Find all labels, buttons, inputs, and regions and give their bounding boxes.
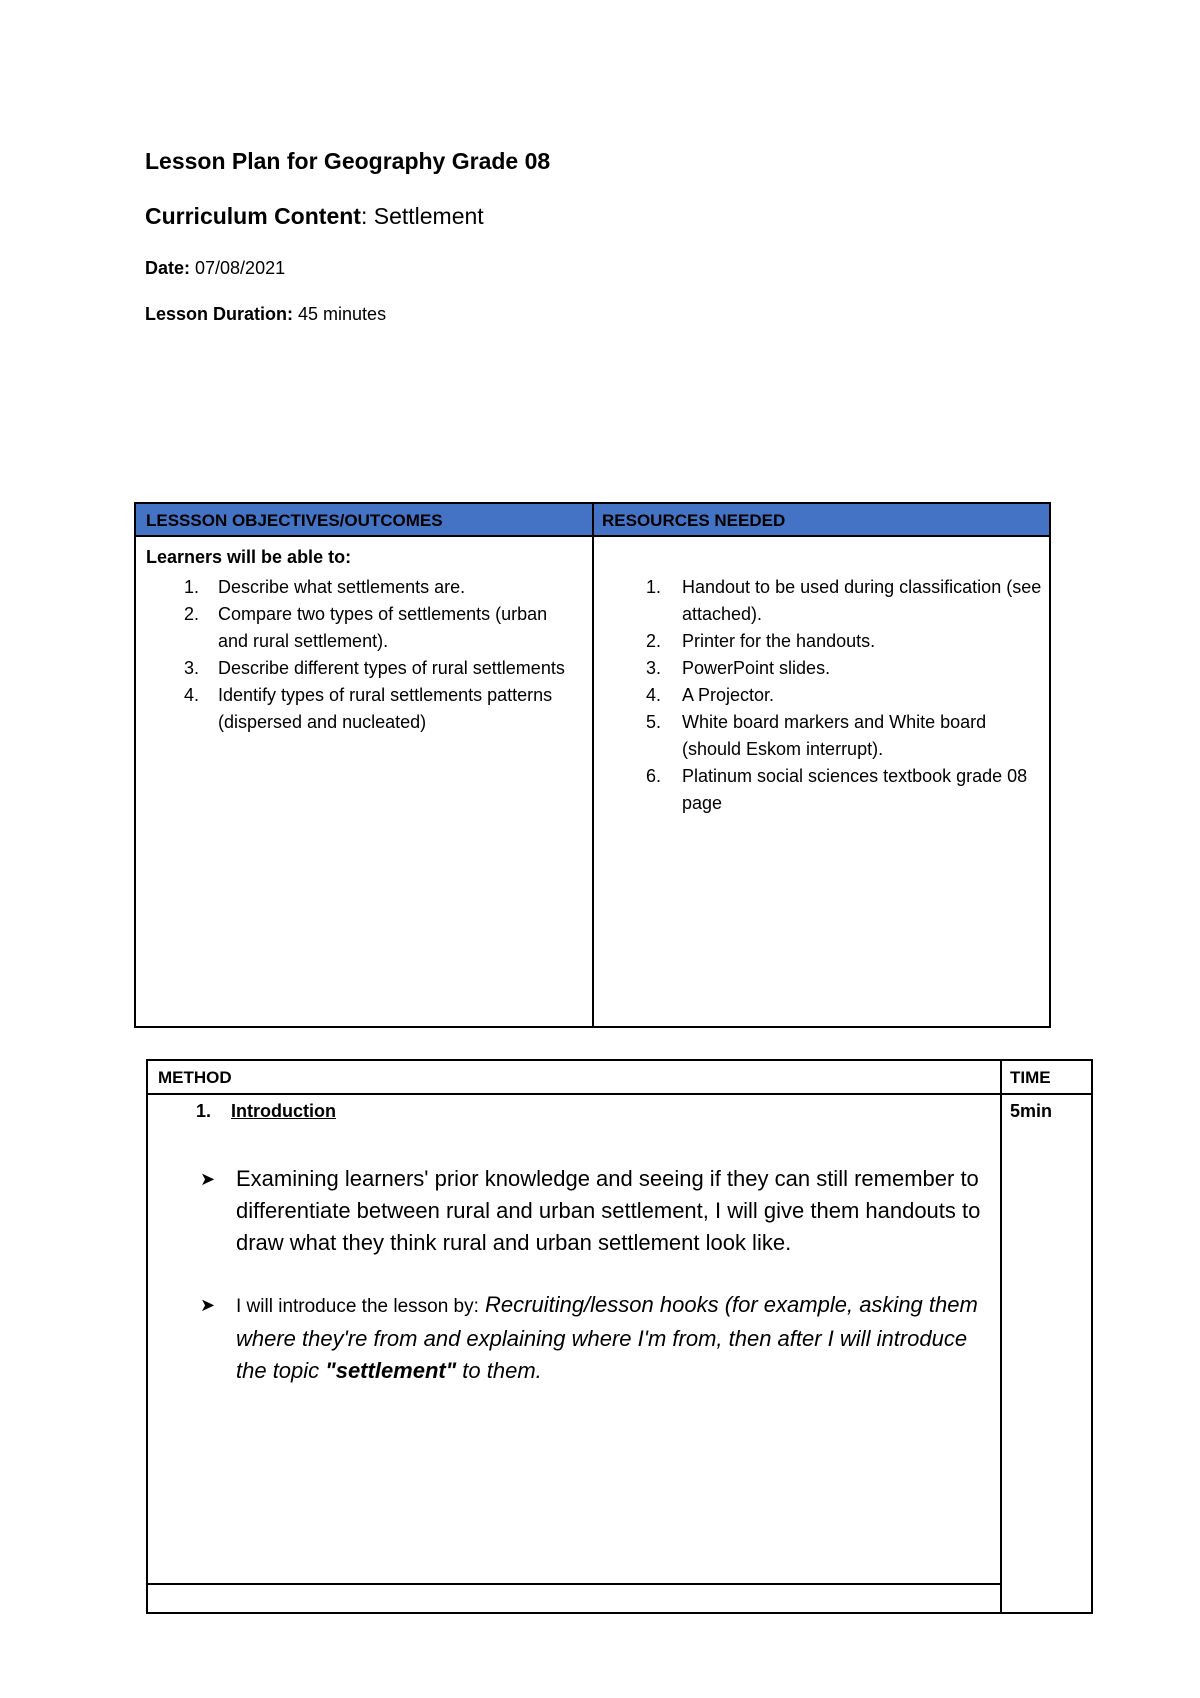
resource-item	[602, 628, 1042, 655]
resources-list	[602, 574, 1042, 817]
objectives-resources-table	[134, 502, 1051, 1028]
resource-item	[602, 682, 1042, 709]
curriculum-label: Curriculum Content	[145, 203, 361, 229]
resource-number: 6.	[646, 766, 662, 786]
bullet2-italic: Recruiting/lesson hooks (for example, asking them where they're from and explaining where I'm from, then after I will introduce the topic	[236, 1292, 978, 1383]
objective-item	[146, 655, 576, 682]
objective-text: Describe what settlements are.	[218, 577, 466, 597]
bullet-text: Examining learners' prior knowledge and seeing if they can still remember to differentiate between rural and urban settlement, I will give them handouts to draw what they think rural and urban settlement look like.	[236, 1166, 981, 1255]
curriculum-value: : Settlement	[360, 203, 484, 229]
objectives-header: LESSSON OBJECTIVES/OUTCOMES	[136, 504, 592, 537]
resource-item	[602, 763, 1042, 817]
resources-cell	[602, 544, 1042, 817]
objectives-cell	[146, 544, 576, 736]
intro-number: 1.	[196, 1101, 212, 1121]
method-bullet	[200, 1289, 990, 1387]
intro-time: 5min	[1010, 1101, 1053, 1121]
date-value: 07/08/2021	[190, 258, 286, 278]
column-divider	[592, 504, 594, 1026]
resource-text: A Projector.	[682, 685, 775, 705]
date-label: Date:	[145, 258, 191, 278]
resource-item	[602, 709, 1042, 763]
method-header: METHOD	[158, 1068, 232, 1087]
objective-number: 1.	[184, 577, 200, 597]
objective-number: 2.	[184, 604, 200, 624]
objective-item	[146, 601, 576, 655]
resource-text: White board markers and White board (should Eskom interrupt).	[682, 712, 987, 759]
curriculum-content	[145, 203, 484, 230]
introduction-heading	[196, 1101, 336, 1122]
page-title: Lesson Plan for Geography Grade 08	[145, 148, 551, 174]
intro-title: Introduction	[231, 1101, 336, 1121]
resource-number: 2.	[646, 631, 662, 651]
resource-number: 5.	[646, 712, 662, 732]
method-table	[146, 1059, 1093, 1614]
method-bullet	[200, 1163, 990, 1259]
resource-number: 4.	[646, 685, 662, 705]
resource-number: 1.	[646, 577, 662, 597]
arrow-bullet-icon: ➤	[200, 1169, 216, 1189]
resource-text: Handout to be used during classification (see attached).	[682, 577, 1042, 624]
objective-number: 4.	[184, 685, 200, 705]
time-column-divider	[1000, 1061, 1002, 1612]
duration-label: Lesson Duration:	[145, 304, 294, 324]
objective-item	[146, 574, 576, 601]
duration-value: 45 minutes	[293, 304, 387, 324]
date-line	[145, 258, 285, 279]
resource-item	[602, 655, 1042, 682]
resource-item	[602, 574, 1042, 628]
objective-text: Compare two types of settlements (urban and rural settlement).	[218, 604, 548, 651]
resource-text: Platinum social sciences textbook grade 08 page	[682, 766, 1028, 813]
resource-number: 3.	[646, 658, 662, 678]
bullet2-plain: I will introduce the lesson by:	[236, 1296, 479, 1317]
bottom-row-divider	[148, 1583, 1000, 1585]
arrow-bullet-icon: ➤	[200, 1295, 216, 1315]
resources-header: RESOURCES NEEDED	[592, 504, 1049, 537]
resource-text: PowerPoint slides.	[682, 658, 831, 678]
bullet-text	[200, 1289, 990, 1387]
bullet2-end: to them.	[456, 1358, 542, 1383]
header-divider	[148, 1093, 1091, 1095]
objectives-list	[146, 574, 576, 736]
objective-number: 3.	[184, 658, 200, 678]
bullet2-bold: "settlement"	[325, 1358, 457, 1383]
time-header: TIME	[1010, 1068, 1051, 1087]
objective-item	[146, 682, 576, 736]
learners-intro: Learners will be able to:	[146, 547, 352, 567]
objective-text: Describe different types of rural settlements	[218, 658, 565, 678]
duration-line	[145, 304, 386, 325]
objective-text: Identify types of rural settlements patterns (dispersed and nucleated)	[218, 685, 553, 732]
resource-text: Printer for the handouts.	[682, 631, 876, 651]
